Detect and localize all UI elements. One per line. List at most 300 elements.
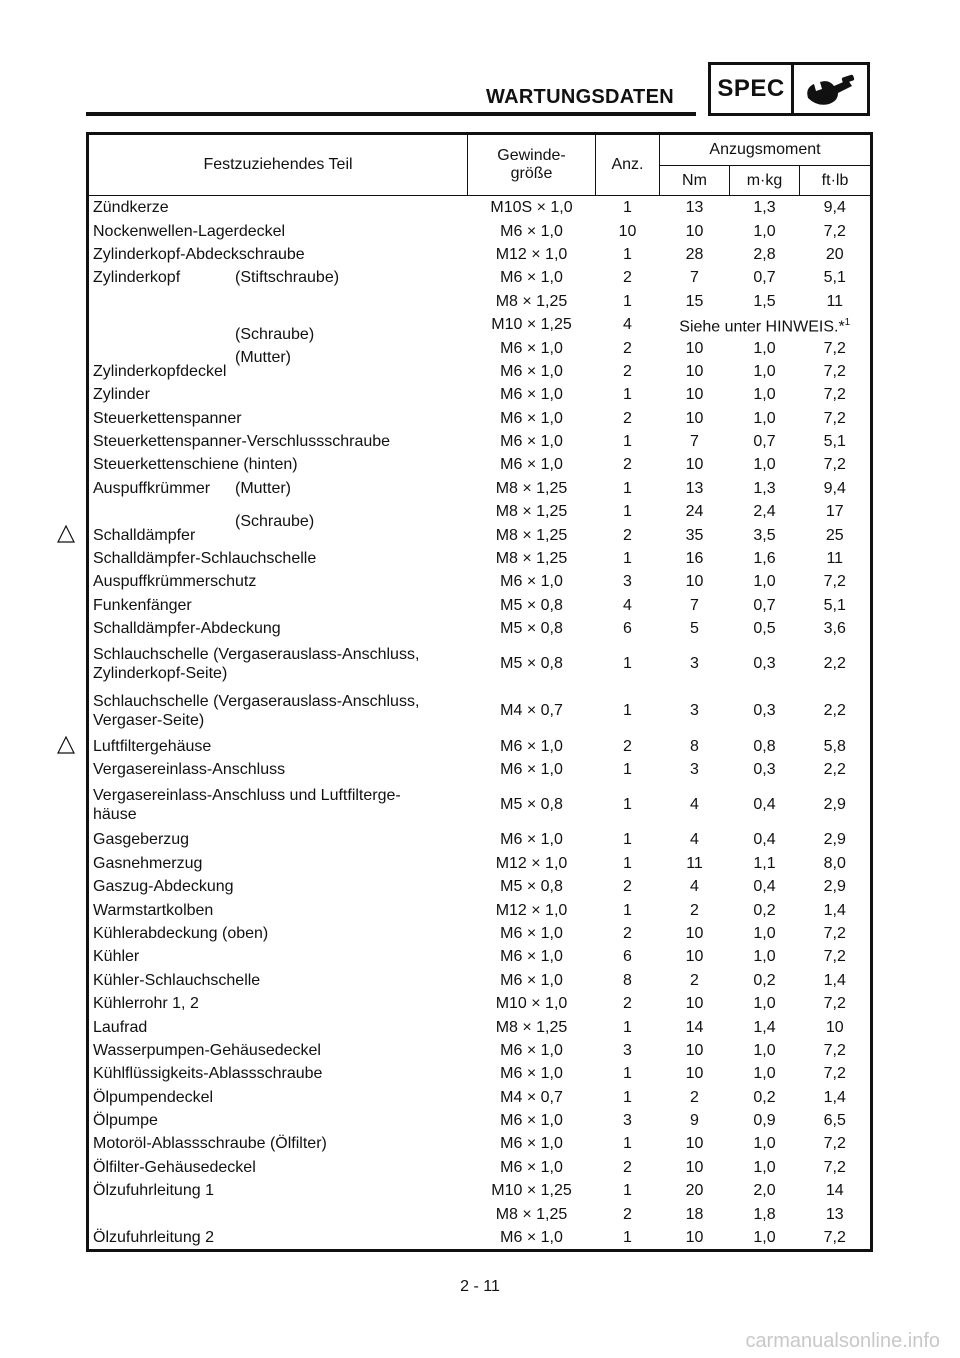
- thread-size: M10S × 1,0: [490, 199, 573, 217]
- torque-mkg: 2,0: [753, 1182, 776, 1200]
- torque-nm: 3: [690, 702, 699, 720]
- part-sub-label: (Schraube): [235, 512, 315, 530]
- quantity: 2: [623, 526, 632, 544]
- torque-nm: 10: [685, 1041, 704, 1059]
- part-name: [88, 992, 468, 1015]
- torque-ftlb: 2,9: [823, 831, 846, 849]
- col-header-thread: Gewinde- größe: [468, 134, 596, 196]
- torque-ftlb: 11: [826, 292, 844, 310]
- quantity: 3: [623, 573, 632, 591]
- col-header-torque: Anzugsmoment: [660, 134, 872, 166]
- part-name: [88, 1039, 468, 1062]
- thread-size: M6 × 1,0: [500, 1158, 563, 1176]
- thread-size: M8 × 1,25: [495, 550, 568, 568]
- torque-mkg: 1,0: [753, 1041, 776, 1059]
- torque-ftlb: 7,2: [823, 339, 846, 357]
- part-name-line2: Vergaser-Seite): [93, 711, 205, 729]
- header-rule: [86, 112, 696, 116]
- torque-mkg: 1,6: [753, 550, 776, 568]
- quantity: 1: [623, 199, 632, 217]
- quantity: 1: [623, 831, 632, 849]
- torque-nm: 2: [690, 901, 699, 919]
- unit-nm: Nm: [660, 166, 730, 196]
- part-sub-label: (Schraube): [235, 325, 315, 343]
- table-row: [88, 992, 872, 1015]
- thread-size: M6 × 1,0: [500, 362, 563, 380]
- torque-nm: 28: [685, 245, 704, 263]
- torque-ftlb: 17: [825, 503, 844, 521]
- table-row: [88, 617, 872, 640]
- part-name: [88, 1156, 468, 1179]
- torque-nm: 13: [685, 479, 704, 497]
- quantity: 1: [623, 1018, 632, 1036]
- part-name-text: Zylinderkopf-Abdeckschraube: [93, 245, 305, 263]
- torque-mkg: 1,5: [753, 292, 776, 310]
- quantity: 4: [623, 316, 632, 334]
- part-name-line2: häuse: [93, 805, 137, 823]
- col-header-qty: Anz.: [596, 134, 660, 196]
- part-name-text: Ölfilter-Gehäusedeckel: [93, 1158, 256, 1176]
- torque-ftlb: 2,2: [823, 702, 846, 720]
- part-name: [88, 594, 468, 617]
- quantity: 1: [623, 1065, 632, 1083]
- table-row: [88, 219, 872, 242]
- torque-nm: 11: [686, 854, 703, 872]
- torque-mkg: 2,4: [753, 503, 776, 521]
- part-name-text: Ölzufuhrleitung 1: [93, 1182, 214, 1200]
- quantity: 1: [623, 702, 632, 720]
- torque-mkg: 0,2: [753, 1088, 776, 1106]
- part-name: [88, 547, 468, 570]
- table-row: [88, 1015, 872, 1038]
- part-name: [88, 313, 468, 343]
- torque-nm: 10: [685, 456, 704, 474]
- quantity: 1: [623, 433, 632, 451]
- thread-size: M8 × 1,25: [495, 503, 568, 521]
- note-superscript: 1: [844, 316, 851, 328]
- part-name-text: Luftfiltergehäuse: [93, 737, 212, 755]
- torque-mkg: 1,0: [753, 924, 776, 942]
- table-row: [88, 945, 872, 968]
- thread-size: M12 × 1,0: [495, 854, 568, 872]
- torque-ftlb: 7,2: [823, 1229, 846, 1247]
- quantity: 2: [623, 995, 632, 1013]
- torque-ftlb: 2,9: [823, 796, 846, 814]
- part-name: [88, 922, 468, 945]
- part-name: [88, 1015, 468, 1038]
- torque-nm: 10: [685, 995, 704, 1013]
- thread-size: M6 × 1,0: [500, 971, 563, 989]
- torque-ftlb: 8,0: [823, 854, 846, 872]
- table-row: [88, 922, 872, 945]
- thread-size: M6 × 1,0: [500, 1229, 563, 1247]
- torque-nm: 9: [690, 1112, 699, 1130]
- part-name-text: Auspuffkrümmer: [93, 479, 211, 497]
- table-row: [88, 477, 872, 500]
- torque-mkg: 0,7: [753, 596, 776, 614]
- part-name-text: Zylinderkopfdeckel: [93, 362, 227, 380]
- torque-mkg: 1,0: [753, 222, 776, 240]
- torque-note: [660, 313, 872, 336]
- part-name: [88, 875, 468, 898]
- table-row: [88, 1202, 872, 1225]
- part-name: [88, 781, 468, 828]
- table-row: [88, 1179, 872, 1202]
- torque-mkg: 1,0: [753, 456, 776, 474]
- torque-nm: 10: [685, 362, 704, 380]
- torque-mkg: 0,4: [753, 878, 776, 896]
- table-row: [88, 547, 872, 570]
- torque-ftlb: 7,2: [823, 456, 846, 474]
- part-sub-label: (Mutter): [235, 479, 291, 497]
- part-name-text: Nockenwellen-Lagerdeckel: [93, 222, 286, 240]
- part-name: [88, 687, 468, 734]
- quantity: 3: [623, 1041, 632, 1059]
- torque-mkg: 1,8: [753, 1205, 776, 1223]
- thread-size: M6 × 1,0: [500, 1041, 563, 1059]
- thread-size: M12 × 1,0: [495, 901, 568, 919]
- quantity: 2: [623, 456, 632, 474]
- part-name-text: Kühlerrohr 1, 2: [93, 995, 199, 1013]
- torque-mkg: 1,3: [753, 199, 776, 217]
- thread-size: M6 × 1,0: [500, 737, 563, 755]
- triangle-mark-icon: [57, 525, 75, 543]
- torque-ftlb: 5,1: [823, 596, 846, 614]
- table-row: [88, 196, 872, 220]
- torque-ftlb: 7,2: [823, 1158, 846, 1176]
- thread-size: M10 × 1,25: [491, 316, 572, 334]
- table-row: [88, 500, 872, 523]
- table-row: [88, 1086, 872, 1109]
- torque-nm: 18: [685, 1205, 704, 1223]
- table-row: [88, 1039, 872, 1062]
- torque-nm: 10: [685, 948, 704, 966]
- quantity: 1: [623, 245, 632, 263]
- thread-size: M6 × 1,0: [500, 1112, 563, 1130]
- table-row: [88, 1062, 872, 1085]
- torque-ftlb: 7,2: [823, 222, 846, 240]
- table-row: [88, 243, 872, 266]
- torque-nm: 4: [690, 831, 699, 849]
- torque-nm: 24: [685, 503, 704, 521]
- torque-ftlb: 7,2: [823, 1135, 846, 1153]
- quantity: 8: [623, 971, 632, 989]
- part-name: [88, 969, 468, 992]
- quantity: 6: [623, 948, 632, 966]
- thread-size: M6 × 1,0: [500, 924, 563, 942]
- part-name: [88, 734, 468, 757]
- thread-size: M6 × 1,0: [500, 339, 563, 357]
- quantity: 1: [623, 796, 632, 814]
- part-name-text: Zylinderkopf: [93, 269, 181, 287]
- part-name: [88, 336, 468, 367]
- table-row: [88, 640, 872, 687]
- part-name-text: Schalldämpfer-Schlauchschelle: [93, 550, 317, 568]
- thread-size: M4 × 0,7: [500, 1088, 563, 1106]
- torque-mkg: 1,0: [753, 409, 776, 427]
- torque-nm: 10: [685, 386, 704, 404]
- table-row: [88, 758, 872, 781]
- part-name-text: Laufrad: [93, 1018, 148, 1036]
- torque-nm: 10: [685, 924, 704, 942]
- part-name: [88, 523, 468, 546]
- quantity: 1: [623, 503, 632, 521]
- quantity: 2: [623, 269, 632, 287]
- part-name-text: Kühler-Schlauchschelle: [93, 971, 261, 989]
- torque-mkg: 0,3: [753, 702, 776, 720]
- part-name-text: Ölpumpe: [93, 1112, 158, 1130]
- torque-nm: 10: [685, 1135, 704, 1153]
- torque-ftlb: 7,2: [823, 362, 846, 380]
- torque-mkg: 0,9: [753, 1112, 776, 1130]
- thread-size: M6 × 1,0: [500, 433, 563, 451]
- torque-mkg: 0,7: [753, 269, 776, 287]
- table-row: [88, 1109, 872, 1132]
- table-row: [88, 852, 872, 875]
- torque-ftlb: 7,2: [823, 995, 846, 1013]
- table-row: [88, 734, 872, 757]
- quantity: 2: [623, 924, 632, 942]
- torque-ftlb: 1,4: [823, 1088, 846, 1106]
- part-name: [88, 360, 468, 383]
- part-name: [88, 852, 468, 875]
- page-title: WARTUNGSDATEN: [486, 86, 674, 108]
- table-row: [88, 594, 872, 617]
- part-name-text: Vergasereinlass-Anschluss und Luftfilterge-: [93, 786, 401, 804]
- quantity: 1: [623, 901, 632, 919]
- part-name: [88, 898, 468, 921]
- quantity: 1: [623, 761, 632, 778]
- part-name-text: Ölzufuhrleitung 2: [93, 1229, 214, 1247]
- wrench-icon: [802, 72, 858, 106]
- torque-nm: 2: [690, 971, 699, 989]
- quantity: 6: [623, 620, 632, 638]
- part-name: [88, 407, 468, 430]
- table-row: [88, 781, 872, 828]
- torque-mkg: 1,0: [753, 573, 776, 591]
- part-name: [88, 1062, 468, 1085]
- torque-ftlb: 2,9: [823, 878, 846, 896]
- torque-nm: 7: [690, 269, 699, 287]
- thread-size: M6 × 1,0: [500, 948, 563, 966]
- table-row: [88, 290, 872, 313]
- thread-size: M6 × 1,0: [500, 456, 563, 474]
- part-name: [88, 430, 468, 453]
- torque-ftlb: 1,4: [823, 901, 846, 919]
- torque-mkg: 1,0: [753, 948, 776, 966]
- part-name: [88, 196, 468, 220]
- table-row: [88, 360, 872, 383]
- part-name: [88, 477, 468, 500]
- part-name: [88, 617, 468, 640]
- torque-ftlb: 7,2: [823, 386, 846, 404]
- part-name-text: Schalldämpfer: [93, 526, 196, 544]
- quantity: 1: [623, 1182, 632, 1200]
- part-name: [88, 290, 468, 313]
- torque-mkg: 0,5: [753, 620, 776, 638]
- part-name-text: Schlauchschelle (Vergaserauslass-Anschluss,: [93, 692, 420, 710]
- quantity: 2: [623, 362, 632, 380]
- note-text: Siehe unter HINWEIS.*: [679, 318, 845, 336]
- table-row: [88, 1132, 872, 1155]
- thread-size: M10 × 1,25: [491, 1182, 572, 1200]
- thread-size: M6 × 1,0: [500, 269, 563, 287]
- quantity: 1: [623, 1229, 632, 1247]
- thread-size: M5 × 0,8: [500, 878, 563, 896]
- part-name-text: Auspuffkrümmerschutz: [93, 573, 257, 591]
- part-name: [88, 1109, 468, 1132]
- thread-size: M5 × 0,8: [500, 620, 563, 638]
- thread-size: M4 × 0,7: [500, 702, 563, 720]
- part-name: [88, 500, 468, 530]
- quantity: 4: [623, 596, 632, 614]
- thread-size: M8 × 1,25: [495, 479, 568, 497]
- part-name-text: Gaszug-Abdeckung: [93, 878, 234, 896]
- quantity: 1: [623, 550, 632, 568]
- thread-size: M8 × 1,25: [495, 1205, 568, 1223]
- part-name-line2: Zylinderkopf-Seite): [93, 664, 228, 682]
- part-name: [88, 945, 468, 968]
- torque-mkg: 0,3: [753, 655, 776, 673]
- thread-size: M6 × 1,0: [500, 831, 563, 849]
- thread-size: M8 × 1,25: [495, 1018, 568, 1036]
- torque-nm: 7: [690, 433, 699, 451]
- part-name: [88, 1132, 468, 1155]
- torque-nm: 10: [685, 222, 704, 240]
- table-row: [88, 570, 872, 593]
- torque-mkg: 1,0: [753, 386, 776, 404]
- torque-nm: 4: [690, 878, 699, 896]
- torque-mkg: 0,3: [753, 761, 776, 778]
- torque-nm: 10: [685, 1158, 704, 1176]
- torque-nm: 8: [690, 737, 699, 755]
- part-name: [88, 828, 468, 851]
- torque-ftlb: 5,1: [823, 269, 846, 287]
- torque-ftlb: 7,2: [823, 1065, 846, 1083]
- unit-ftlb: ft·lb: [800, 166, 872, 196]
- torque-mkg: 1,3: [753, 479, 776, 497]
- table-row: [88, 336, 872, 359]
- torque-nm: 16: [685, 550, 704, 568]
- part-name-text: Wasserpumpen-Gehäusedeckel: [93, 1041, 321, 1059]
- torque-nm: 10: [685, 1065, 704, 1083]
- torque-mkg: 1,4: [753, 1018, 776, 1036]
- torque-nm: 10: [685, 573, 704, 591]
- torque-ftlb: 7,2: [823, 948, 846, 966]
- torque-ftlb: 14: [825, 1182, 844, 1200]
- page-header: [86, 62, 870, 120]
- quantity: 2: [623, 409, 632, 427]
- quantity: 2: [623, 339, 632, 357]
- part-name-text: Motoröl-Ablassschraube (Ölfilter): [93, 1135, 327, 1153]
- page-number: 2 - 11: [460, 1278, 500, 1295]
- part-name-text: Vergasereinlass-Anschluss: [93, 761, 286, 778]
- torque-ftlb: 9,4: [823, 479, 846, 497]
- torque-nm: 14: [685, 1018, 704, 1036]
- table-row: [88, 453, 872, 476]
- torque-ftlb: 7,2: [823, 1041, 846, 1059]
- thread-size: M10 × 1,0: [495, 995, 568, 1013]
- part-name-text: Schalldämpfer-Abdeckung: [93, 620, 281, 638]
- torque-mkg: 1,0: [753, 995, 776, 1013]
- torque-ftlb: 5,8: [823, 737, 846, 755]
- torque-mkg: 1,0: [753, 1065, 776, 1083]
- quantity: 1: [623, 854, 632, 872]
- spec-badge: SPEC: [708, 62, 794, 116]
- thread-size: M5 × 0,8: [500, 596, 563, 614]
- thread-size: M6 × 1,0: [500, 409, 563, 427]
- torque-ftlb: 3,6: [823, 620, 846, 638]
- torque-ftlb: 2,2: [823, 655, 846, 673]
- part-name: [88, 219, 468, 242]
- quantity: 10: [618, 222, 637, 240]
- table-row: [88, 687, 872, 734]
- torque-ftlb: 13: [825, 1205, 844, 1223]
- torque-ftlb: 20: [825, 245, 844, 263]
- part-name-text: Zündkerze: [93, 199, 169, 217]
- torque-nm: 4: [690, 796, 699, 814]
- triangle-mark-icon: [57, 736, 75, 754]
- table-row: [88, 313, 872, 336]
- thread-size: M8 × 1,25: [495, 526, 568, 544]
- torque-nm: 10: [685, 1229, 704, 1247]
- torque-ftlb: 2,2: [823, 761, 846, 778]
- torque-ftlb: 10: [825, 1018, 844, 1036]
- part-name-text: Steuerkettenspanner-Verschlussschraube: [93, 433, 391, 451]
- torque-nm: 7: [690, 596, 699, 614]
- quantity: 1: [623, 386, 632, 404]
- torque-nm: 15: [685, 292, 704, 310]
- unit-mkg: m·kg: [730, 166, 800, 196]
- thread-size: M12 × 1,0: [495, 245, 568, 263]
- torque-ftlb: 7,2: [823, 924, 846, 942]
- thread-size: M8 × 1,25: [495, 292, 568, 310]
- quantity: 3: [623, 1112, 632, 1130]
- torque-mkg: 0,7: [753, 433, 776, 451]
- torque-nm: 20: [685, 1182, 704, 1200]
- quantity: 1: [623, 1135, 632, 1153]
- quantity: 2: [623, 1205, 632, 1223]
- part-name: [88, 1086, 468, 1109]
- quantity: 1: [623, 292, 632, 310]
- quantity: 1: [623, 1088, 632, 1106]
- torque-mkg: 1,0: [753, 339, 776, 357]
- torque-ftlb: 25: [825, 526, 844, 544]
- thread-size: M6 × 1,0: [500, 222, 563, 240]
- thread-size: M5 × 0,8: [500, 655, 563, 673]
- table-row: [88, 898, 872, 921]
- torque-nm: 2: [690, 1088, 699, 1106]
- torque-mkg: 1,0: [753, 1135, 776, 1153]
- quantity: 1: [623, 479, 632, 497]
- torque-ftlb: 1,4: [823, 971, 846, 989]
- torque-mkg: 1,0: [753, 1229, 776, 1247]
- part-name: [88, 570, 468, 593]
- torque-mkg: 0,2: [753, 971, 776, 989]
- torque-nm: 10: [685, 339, 704, 357]
- table-row: [88, 266, 872, 289]
- torque-mkg: 2,8: [753, 245, 776, 263]
- quantity: 2: [623, 737, 632, 755]
- table-row: [88, 1156, 872, 1179]
- torque-mkg: 0,8: [753, 737, 776, 755]
- torque-mkg: 1,0: [753, 362, 776, 380]
- part-name-text: Warmstartkolben: [93, 901, 214, 919]
- part-name-text: Funkenfänger: [93, 596, 192, 614]
- part-name-text: Zylinder: [93, 386, 150, 404]
- part-sub-label: (Stiftschraube): [235, 269, 340, 287]
- torque-ftlb: 7,2: [823, 573, 846, 591]
